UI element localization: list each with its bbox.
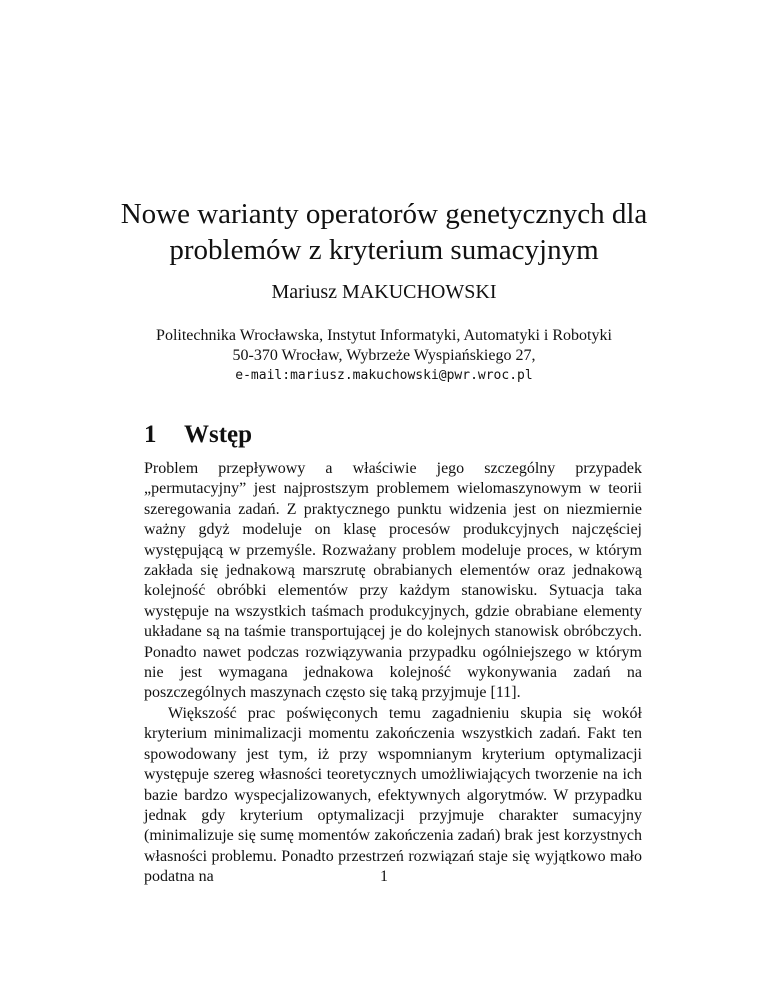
paragraph-1: Problem przepływowy a właściwie jego szczególny przypadek „permutacyjny” jest najprostszym problemem wielomaszynowym w teorii szeregowania zadań. Z praktycznego punktu widzenia jest on niezmiernie ważny gdyż modeluje on klasę procesów produkcyjnych najczęściej występującą w przemyśle. Rozważany problem modeluje proces, w którym zakłada się jednakową marszrutę obrabianych elementów oraz jednakową kolejność obróbki elementów przy każdym stanowisku. Sytuacja taka występuje na wszystkich taśmach produkcyjnych, gdzie obrabiane elementy układane są na taśmie transportującej je do kolejnych stanowisk obróbczych. Ponadto nawet podczas rozwiązywania przypadku ogólniejszego w którym nie jest wymagana jednakowa kolejność wykonywania zadań na poszczególnych maszynach często się taką przyjmuje [11]. — [144, 460, 642, 702]
section-heading — [144, 420, 252, 450]
section-body — [144, 459, 642, 888]
paper-title-line-2: problemów z kryterium sumacyjnym — [169, 234, 599, 266]
affiliation-block — [0, 326, 768, 386]
section-title: Wstęp — [184, 421, 253, 448]
page-number: 1 — [380, 868, 388, 885]
section-number: 1 — [144, 421, 157, 448]
author-email: e-mail:mariusz.makuchowski@pwr.wroc.pl — [235, 368, 533, 383]
paragraph-2: Większość prac poświęconych temu zagadnieniu skupia się wokół kryterium minimalizacji momentu zakończenia wszystkich zadań. Fakt ten spowodowany jest tym, iż przy wspomnianym kryterium optymalizacji występuje szereg własności teoretycznych umożliwiających tworzenie na ich bazie bardzo wyspecjalizowanych, efektywnych algorytmów. W przypadku jednak gdy kryterium optymalizacji przyjmuje charakter sumacyjny (minimalizuje się sumę momentów zakończenia zadań) brak jest korzystnych własności problemu. Ponadto przestrzeń rozwiązań staje się wyjątkowo mało podatna na — [144, 704, 642, 886]
author-name: Mariusz MAKUCHOWSKI — [271, 281, 497, 303]
paper-title — [0, 196, 768, 268]
affiliation-address: 50-370 Wrocław, Wybrzeże Wyspiańskiego 27, — [232, 347, 536, 364]
affiliation-institution: Politechnika Wrocławska, Instytut Informatyki, Automatyki i Robotyki — [156, 327, 612, 344]
paper-title-line-1: Nowe warianty operatorów genetycznych dla — [120, 198, 648, 230]
